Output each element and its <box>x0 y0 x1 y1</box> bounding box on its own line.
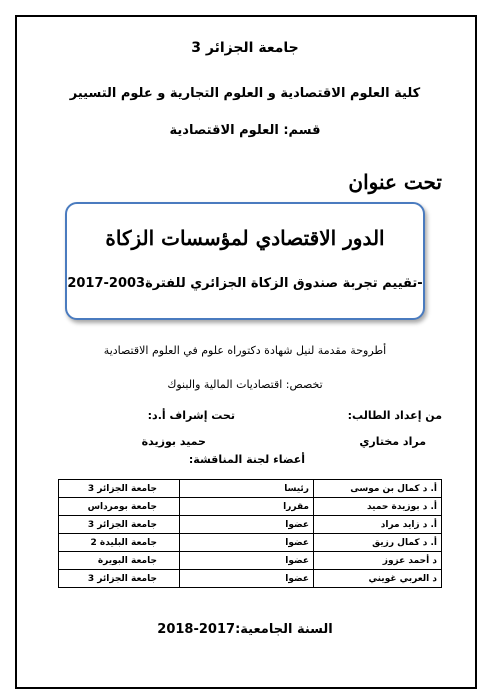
faculty-name: كلية العلوم الاقتصادية و العلوم التجارية و علوم التسيير <box>69 86 421 101</box>
prepared-by-label: من إعداد الطالب: <box>347 409 442 422</box>
table-row <box>59 480 442 498</box>
jury-name: أ. د بوزيدة حميد <box>314 498 442 516</box>
supervisor-name: حميد بوزيدة <box>141 435 206 448</box>
jury-role: مقررا <box>180 498 314 516</box>
thesis-subtitle: -تقييم تجربة صندوق الزكاة الجزائري للفترة2003-2017 <box>67 276 423 291</box>
department-name: قسم: العلوم الاقتصادية <box>169 123 321 138</box>
jury-table <box>58 479 442 588</box>
academic-year: السنة الجامعية:2017-2018 <box>157 622 333 637</box>
supervisor-label: تحت إشراف أ.د: <box>147 409 235 422</box>
jury-name: أ. د زايد مراد <box>314 516 442 534</box>
jury-university: جامعة الجزائر 3 <box>59 570 180 588</box>
student-name: مراد مختاري <box>359 435 426 448</box>
committee-label: أعضاء لجنة المناقشة: <box>188 453 305 466</box>
jury-university: جامعة الجزائر 3 <box>59 516 180 534</box>
jury-role: عضوا <box>180 570 314 588</box>
title-box <box>65 202 425 320</box>
jury-role: عضوا <box>180 552 314 570</box>
thesis-title: الدور الاقتصادي لمؤسسات الزكاة <box>105 226 385 250</box>
university-name: جامعة الجزائر 3 <box>191 40 299 56</box>
jury-role: عضوا <box>180 534 314 552</box>
jury-role: رئيسا <box>180 480 314 498</box>
specialization: تخصص: اقتصاديات المالية والبنوك <box>167 378 323 391</box>
jury-name: د العربي غويني <box>314 570 442 588</box>
table-row <box>59 570 442 588</box>
under-title-label: تحت عنوان <box>348 170 442 194</box>
table-row <box>59 534 442 552</box>
table-row <box>59 516 442 534</box>
jury-name: أ. د كمال رزيق <box>314 534 442 552</box>
thesis-statement: أطروحة مقدمة لنيل شهادة دكتوراه علوم في العلوم الاقتصادية <box>103 344 387 357</box>
table-row <box>59 552 442 570</box>
jury-university: جامعة البليدة 2 <box>59 534 180 552</box>
jury-university: جامعة بومرداس <box>59 498 180 516</box>
table-row <box>59 498 442 516</box>
jury-university: جامعة البويرة <box>59 552 180 570</box>
jury-name: د أحمد عزوز <box>314 552 442 570</box>
jury-name: أ. د كمال بن موسى <box>314 480 442 498</box>
jury-university: جامعة الجزائر 3 <box>59 480 180 498</box>
jury-role: عضوا <box>180 516 314 534</box>
